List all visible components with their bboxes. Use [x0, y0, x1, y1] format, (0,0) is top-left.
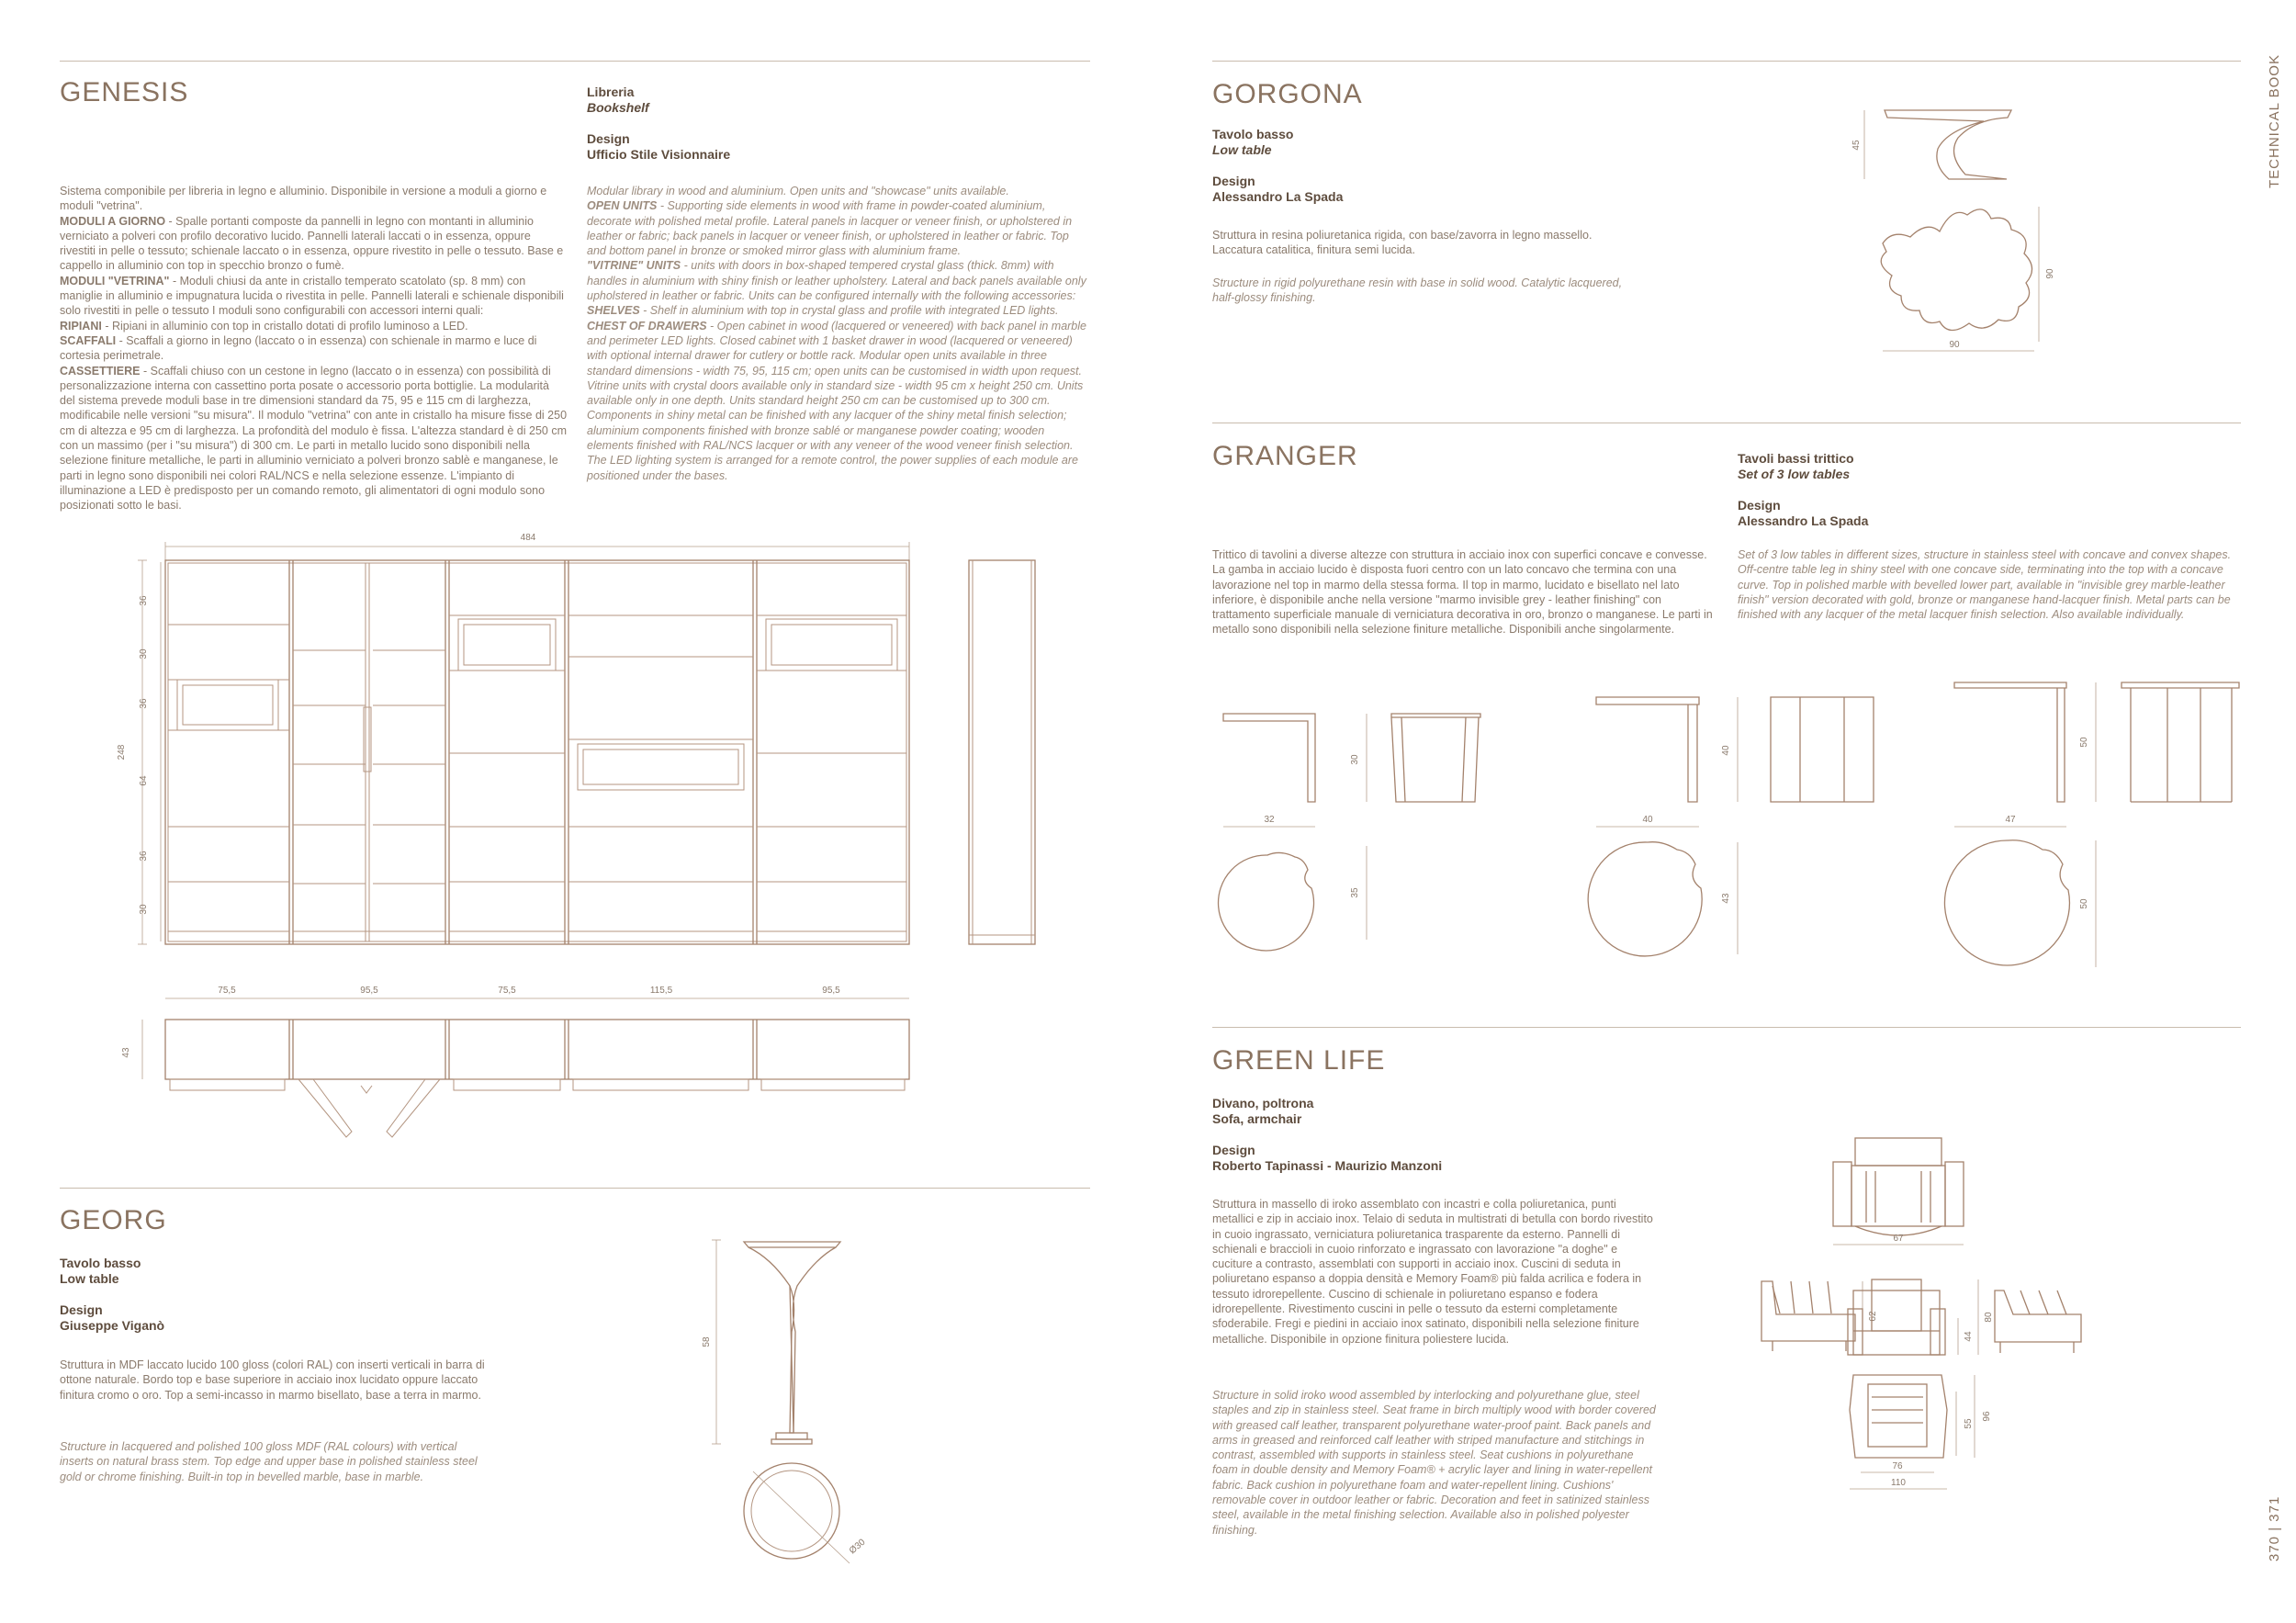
- genesis-module-dim: 115,5: [649, 986, 673, 996]
- georg-design-label: Design: [60, 1302, 103, 1317]
- genesis-paragraph: [60, 184, 568, 214]
- granger-text-en: Set of 3 low tables in different sizes, structure in stainless steel with concave and convex shapes. Off-centre table leg in shiny steel with one concave side, terminating into the top with a concave curve. Top in polished marble with bevelled lower part, available in "invisible grey marble-leather finish" version decorated with gold, bronze or manganese hand-lacquer finish. Metal parts can be finished with any lacquer of the metal lacquer finish selection. Also available individually.: [1738, 548, 2232, 622]
- gorgona-dim-depth: 90: [2045, 268, 2055, 279]
- page-numbers: 370 | 371: [2267, 1495, 2282, 1561]
- genesis-dim-base: 43: [121, 1047, 131, 1058]
- genesis-designer: Ufficio Stile Visionnaire: [587, 147, 731, 162]
- genesis-paragraph-heading: RIPIANI: [60, 319, 102, 332]
- genesis-paragraph-heading: MODULI A GIORNO: [60, 214, 166, 228]
- granger-table-3: [1944, 682, 2239, 967]
- genesis-paragraph-text: - Moduli chiusi da ante in cristallo temperato scatolato (sp. 8 mm) con maniglie in alluminio e impugnatura lucida o rivestita in pelle. Pannelli laterali e schienale disponibili solo rivestiti in pelle o tessuto I moduli sono configurabili con accessori interni quali:: [60, 274, 564, 318]
- genesis-type-it: Libreria: [587, 85, 635, 99]
- genesis-paragraph-text: - Scaffali a giorno in legno (laccato o in essenza) con schienale in marmo e luce di cortesia perimetrale.: [60, 333, 537, 363]
- genesis-paragraph-text: - Scaffali chiuso con un cestone in legno (laccato o in essenza) con possibilità di personalizzazione interna con cassettino porta posate o accessorio porta bottiglie. La modularità del sistema prevede moduli base in tre dimensioni standard da 75, 95 e 115 cm di larghezza, modificabile nelle versioni "su misura". Il modulo "vetrina" con ante in cristallo ha misure fisse di 250 cm di altezza e 95 cm di larghezza. La profondità del modulo è fissa. L'altezza standard è di 250 cm con un massimo (per i "su misura") di 300 cm. Le parti in metallo lucido sono disponibili nella selezione finiture metalliche, le parti in alluminio verniciato a polveri bronzo sablè e manganese, le parti in legno sono disponibili nei colori RAL/NCS e nella selezione essenze. L'impianto di illuminazione a LED è predisposto per un comando remoto, gli alimentatori di ogni modulo sono posizionati sotto le basi.: [60, 364, 568, 513]
- genesis-paragraph-heading: SCAFFALI: [60, 333, 117, 347]
- georg-text-it: Struttura in MDF laccato lucido 100 gloss (colori RAL) con inserti verticali in barra di ottone naturale. Bordo top e base superiore in acciaio inox lucidato oppure laccato finitura cromo o oro. Top a semi-incasso in marmo bisellato, base a terra in marmo.: [60, 1358, 485, 1402]
- gorgona-dim-width: 90: [1949, 340, 1960, 350]
- gorgona-type-en: Low table: [1212, 142, 1272, 157]
- gorgona-dim-height: 45: [1851, 140, 1862, 151]
- genesis-paragraph: [587, 258, 1090, 303]
- granger-design-label: Design: [1738, 498, 1781, 513]
- granger-type-it: Tavoli bassi trittico: [1738, 451, 1854, 466]
- genesis-paragraph: [587, 184, 1090, 198]
- greenlife-designer: Roberto Tapinassi - Maurizio Manzoni: [1212, 1158, 1443, 1173]
- georg-type-en: Low table: [60, 1271, 119, 1286]
- granger-type-en: Set of 3 low tables: [1738, 467, 1851, 481]
- gorgona-design-label: Design: [1212, 174, 1255, 188]
- greenlife-dim-douter: 96: [1982, 1411, 1992, 1422]
- genesis-module-dim: 95,5: [360, 986, 378, 996]
- georg-dim-diameter: Ø30: [847, 1537, 868, 1557]
- granger-table-2: [1588, 697, 1874, 956]
- genesis-row-dim: 30: [139, 904, 149, 915]
- georg-type-it: Tavolo basso: [60, 1256, 141, 1270]
- gorgona-type: [1212, 127, 1343, 205]
- granger-dim-w: 32: [1264, 815, 1275, 825]
- genesis-paragraph-text: - Shelf in aluminium with top in crystal glass and profile with integrated LED lights.: [639, 304, 1059, 318]
- genesis-paragraph-heading: "VITRINE" UNITS: [587, 259, 681, 273]
- genesis-row-dims: [139, 595, 149, 915]
- genesis-paragraph-text: Modular library in wood and aluminium. Open units and "showcase" units available.: [587, 185, 1009, 197]
- greenlife-dim-hfront: 62: [1868, 1311, 1878, 1322]
- genesis-title: GENESIS: [60, 77, 189, 107]
- granger-drawing: [1212, 675, 2250, 978]
- genesis-paragraph: [60, 319, 568, 333]
- genesis-module-dim: 75,5: [218, 986, 236, 996]
- georg-type: [60, 1256, 164, 1334]
- genesis-type-en: Bookshelf: [587, 100, 649, 115]
- greenlife-drawing: [1754, 1134, 2167, 1511]
- greenlife-type: [1212, 1096, 1442, 1174]
- granger-dim-h: 40: [1721, 745, 1731, 756]
- genesis-paragraph: [587, 319, 1090, 483]
- genesis-text-en: [587, 184, 1090, 483]
- genesis-module-dim: 95,5: [822, 986, 840, 996]
- genesis-paragraph: [60, 333, 568, 364]
- greenlife-dim-hseat: 44: [1964, 1331, 1974, 1342]
- genesis-paragraph-heading: CHEST OF DRAWERS: [587, 319, 707, 332]
- genesis-paragraph-text: - Supporting side elements in wood with frame in powder-coated aluminium, decorate with polished metal profile. Lateral panels in lacquer or veneer finish, or upholstered in leather or fabric; back panels in lacquer or veneer finish, or upholstered in leather or fabric. Top and bottom panel in bronze or smoked mirror glass with aluminium frame.: [587, 199, 1073, 258]
- gorgona-designer: Alessandro La Spada: [1212, 189, 1344, 204]
- genesis-row-dim: 30: [139, 648, 149, 659]
- greenlife-type-it: Divano, poltrona: [1212, 1096, 1314, 1110]
- granger-dim-h: 50: [2079, 737, 2089, 748]
- greenlife-dim-dinner: 55: [1964, 1418, 1974, 1429]
- genesis-drawing: [106, 524, 1052, 1139]
- genesis-paragraph: [60, 214, 568, 274]
- genesis-paragraph-heading: OPEN UNITS: [587, 199, 658, 213]
- greenlife-text-en: Structure in solid iroko wood assembled by interlocking and polyurethane glue, steel staples and zip in stainless steel. Seat frame in birch multiply wood with border covered with greased calf leather, transparent polyurethane water-proof paint. Back panels and arms in greased and reinforced calf leather with striped manufacture and stitchings in contrast, assembled with supports in stainless steel. Seat cushions in polyurethane foam in double density and Memory Foam® + acrylic layer and lining in water-repellent fabric. Back cushion in polyurethane foam and water-repellent lining. Cushions' removable cover in outdoor leather or fabric. Decoration and feet in satinized stainless steel, available in the metal finishing selection. Available also in polished polyester finishing.: [1212, 1389, 1656, 1537]
- genesis-dim-height: 248: [117, 744, 127, 761]
- georg-top-rule: [60, 1188, 1090, 1189]
- gorgona-title: GORGONA: [1212, 79, 1363, 109]
- granger-dim-d: 50: [2079, 898, 2089, 909]
- greenlife-design-label: Design: [1212, 1143, 1255, 1157]
- genesis-paragraph-text: - units with doors in box-shaped tempered crystal glass (thick. 8mm) with handles in aluminium with shiny finish or leather upholstery. Lateral and back panels available only upholstered in leather or fabric. Units can be configured internally with the following accessories:: [587, 259, 1086, 303]
- genesis-paragraph-heading: MODULI "VETRINA": [60, 274, 170, 287]
- greenlife-dim-winner: 76: [1892, 1461, 1903, 1471]
- greenlife-dim-hside: 80: [1984, 1312, 1994, 1323]
- genesis-paragraph-text: - Ripiani in alluminio con top in cristallo dotati di profilo luminoso a LED.: [101, 319, 468, 332]
- genesis-row-dim: 64: [139, 775, 149, 786]
- side-label: TECHNICAL BOOK: [2267, 54, 2282, 188]
- granger-table-1: [1219, 714, 1480, 951]
- greenlife-top-view: [1833, 1138, 1964, 1235]
- granger-title: GRANGER: [1212, 441, 1358, 471]
- genesis-module-dims: [165, 986, 909, 998]
- genesis-text-it: [60, 184, 568, 513]
- granger-type: [1738, 451, 1868, 529]
- genesis-row-dim: 36: [139, 595, 149, 606]
- gorgona-drawing: [1846, 101, 2066, 367]
- genesis-row-dim: 36: [139, 851, 149, 862]
- genesis-paragraph: [587, 303, 1090, 318]
- greenlife-title: GREEN LIFE: [1212, 1045, 1386, 1076]
- georg-drawing: [698, 1231, 900, 1571]
- genesis-paragraph-text: Sistema componibile per libreria in legno e alluminio. Disponibile in versione a moduli a giorno e moduli "vetrina".: [60, 185, 547, 213]
- genesis-paragraph-text: - Spalle portanti composte da pannelli in legno con montanti in alluminio verniciato a polveri con profilo decorativo lucido. Pannelli laterali laccati o in essenza, oppure rivestiti in pelle o tessuto; schienale laccato o in essenza, oppure rivestito in pelle o tessuto. Base e cappello in alluminio con top in specchio bronzo o fumè.: [60, 214, 564, 273]
- genesis-top-rule: [60, 61, 1090, 62]
- greenlife-top-rule: [1212, 1027, 2241, 1028]
- genesis-module-dim: 75,5: [498, 986, 516, 996]
- granger-text-it: Trittico di tavolini a diverse altezze con struttura in acciaio inox con superfici concave e convesse. La gamba in acciaio lucido è disposta fuori centro con un lato concavo che termina con una lavorazione nel top in marmo della stessa forma. Il top in marmo, lucidato e bisellato nel lato inferiore, è disponibile anche nella versione "marmo invisible grey - leather finishing" con trattamento superficiale manuale di verniciatura decorativa in oro, bronzo o manganese. Le parti in metallo sono disponibili nella selezione finiture metalliche. Disponibili anche singolarmente.: [1212, 548, 1713, 637]
- georg-text-en: Structure in lacquered and polished 100 gloss MDF (RAL colours) with vertical inserts on natural brass stem. Top edge and upper base in polished stainless steel gold or chrome finishing. Built-in top in bevelled marble, base in marble.: [60, 1440, 478, 1483]
- granger-dim-w: 40: [1642, 815, 1653, 825]
- genesis-type: [587, 85, 730, 163]
- genesis-row-dim: 36: [139, 698, 149, 709]
- genesis-dim-width: 484: [520, 533, 536, 543]
- genesis-paragraph-text: - Open cabinet in wood (lacquered or veneered) with back panel in marble and perimeter LED lights. Closed cabinet with 1 basket drawer in wood (lacquered or veneered) with optional internal drawer for cutlery or bottle rack. Modular open units available in three standard dimensions - width 75, 95, 115 cm; open units can be customised in width upon request. Vitrine units with crystal doors available only in standard size - width 95 cm x height 250 cm. Units available only in one depth. Units standard height 250 cm can be customised up to 300 cm. Components in shiny metal can be finished with any lacquer of the shiny metal finish selection; aluminium components finished with bronze sablé or manganese powder coating; wooden elements finished with RAL/NCS lacquer or with any veneer of the wood veneer finish selection. The LED lighting system is arranged for a remote control, the power supplies of each module are positioned under the bases.: [587, 319, 1086, 482]
- granger-dim-w: 47: [2005, 815, 2016, 825]
- gorgona-text-it: Struttura in resina poliuretanica rigida, con base/zavorra in legno massello. Laccatura catalitica, finitura semi lucida.: [1212, 229, 1593, 257]
- granger-designer: Alessandro La Spada: [1738, 513, 1869, 528]
- genesis-paragraph: [60, 274, 568, 319]
- georg-title: GEORG: [60, 1205, 167, 1235]
- genesis-paragraph: [60, 364, 568, 513]
- gorgona-text-en: Structure in rigid polyurethane resin with base in solid wood. Catalytic lacquered, half-glossy finishing.: [1212, 276, 1623, 305]
- genesis-paragraph: [587, 198, 1090, 258]
- gorgona-top-rule: [1212, 61, 2241, 62]
- greenlife-text-it: Struttura in massello di iroko assemblato con incastri e colla poliuretanica, punti metallici e zip in acciaio inox. Telaio di seduta in multistrati di betulla con bordo rivestito in cuoio ingrassato, verniciatura poliuretanica trasparente da esterno. Pannelli di schienali e braccioli in cuoio rinforzato e ingrassato con lavorazione "a doghe" e cuciture a contrasto, assemblati con supporti in acciaio inox. Cuscini di seduta in poliuretano espanso a doppia densità e Memory Foam® più falda acrilica e fodera in tessuto idrorepellente. Cuscino di schienale in poliuretano espanso e fodera idrorepellente. Rivestimento cuscini in pelle o tessuto da esterni completamente sfoderabile. Fregi e piedini in acciaio inox satinato, disponibili nella selezione finiture metalliche. Disponibile in opzione finitura poliestere lucida.: [1212, 1198, 1653, 1346]
- greenlife-dim-wouter: 110: [1891, 1478, 1906, 1488]
- genesis-design-label: Design: [587, 131, 630, 146]
- granger-dim-h: 30: [1350, 754, 1360, 765]
- granger-dim-d: 35: [1350, 887, 1360, 898]
- georg-designer: Giuseppe Viganò: [60, 1318, 165, 1333]
- granger-dim-d: 43: [1721, 893, 1731, 904]
- gorgona-type-it: Tavolo basso: [1212, 127, 1294, 141]
- greenlife-dim-wtop: 67: [1893, 1234, 1904, 1244]
- greenlife-type-en: Sofa, armchair: [1212, 1111, 1302, 1126]
- genesis-paragraph-heading: CASSETTIERE: [60, 364, 141, 378]
- georg-dim-height: 58: [702, 1336, 712, 1347]
- genesis-paragraph-heading: SHELVES: [587, 304, 640, 318]
